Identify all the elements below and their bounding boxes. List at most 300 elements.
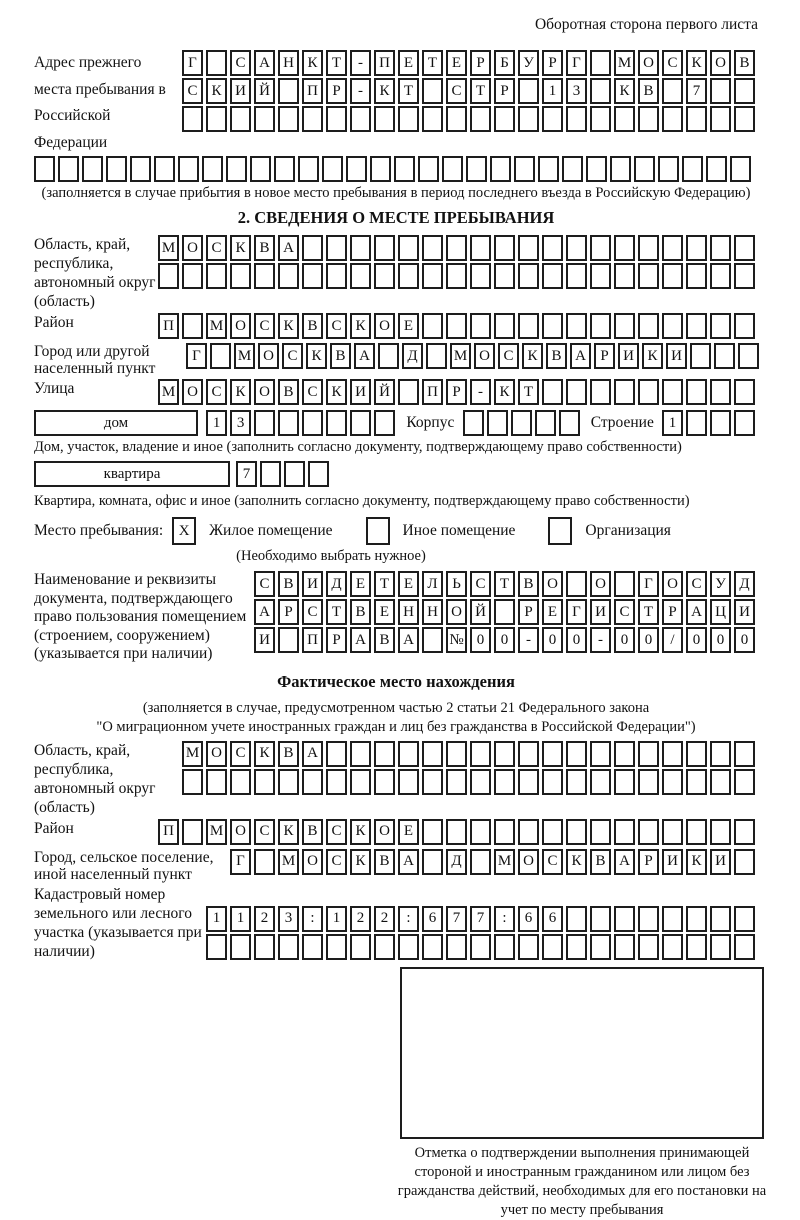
char-box (542, 263, 563, 289)
fact-gorod-label: Город, сельское поселение, иной населенный пункт (34, 848, 214, 883)
char-box (518, 106, 539, 132)
char-box (738, 343, 759, 369)
char-box (542, 934, 563, 960)
checkbox-zhiloe: X (172, 517, 196, 545)
char-box (518, 235, 539, 261)
char-box: М (158, 379, 179, 405)
char-box (734, 78, 755, 104)
char-box (446, 313, 467, 339)
apartment-note: Квартира, комната, офис и иное (заполнить согласно документу, подтверждающему право собственности) (34, 493, 690, 509)
char-box: Т (326, 599, 347, 625)
char-box: О (182, 235, 203, 261)
char-box: В (518, 571, 539, 597)
char-box (658, 156, 679, 182)
char-box (394, 156, 415, 182)
char-box: Н (422, 599, 443, 625)
char-box: 1 (206, 410, 227, 436)
char-box (250, 156, 271, 182)
char-box: Т (398, 78, 419, 104)
char-box: С (326, 313, 347, 339)
field-document-label: Наименование и реквизиты документа, подтверждающего право пользования помещением (строением, сооружением) (указывается при наличии) (34, 571, 247, 662)
stamp-note: Отметка о подтверждении выполнения принимающей стороной и иностранным гражданином или лицом без гражданства действий, необходимых для его постановки на учет по месту пребывания (397, 1144, 767, 1218)
char-box (470, 263, 491, 289)
char-box: И (710, 849, 731, 875)
char-box: 7 (236, 461, 257, 487)
char-box: 1 (326, 906, 347, 932)
char-box: И (254, 627, 275, 653)
char-box (614, 906, 635, 932)
char-box (614, 235, 635, 261)
char-box (566, 235, 587, 261)
char-box (130, 156, 151, 182)
char-box (614, 741, 635, 767)
char-box (34, 156, 55, 182)
char-box (374, 769, 395, 795)
document-row-2 (254, 599, 758, 625)
char-box: 1 (662, 410, 683, 436)
char-box: С (302, 599, 323, 625)
char-box: К (206, 78, 227, 104)
char-box (230, 934, 251, 960)
house-row (34, 410, 758, 438)
char-box (614, 263, 635, 289)
apartment-cells (236, 461, 332, 487)
fact-oblast-label: Область, край, республика, автономный округ (область) (34, 741, 156, 816)
char-box (710, 741, 731, 767)
char-box: / (662, 627, 683, 653)
char-box (686, 235, 707, 261)
char-box (470, 819, 491, 845)
char-box (374, 410, 395, 436)
char-box (638, 379, 659, 405)
char-box (302, 410, 323, 436)
oblast-row-1 (158, 235, 758, 261)
char-box: Г (230, 849, 251, 875)
char-box: С (686, 571, 707, 597)
char-box (614, 934, 635, 960)
char-box (638, 741, 659, 767)
option-inoe-label: Иное помещение (402, 522, 516, 539)
char-box (682, 156, 703, 182)
char-box (494, 769, 515, 795)
char-box (398, 235, 419, 261)
char-box: В (254, 235, 275, 261)
char-box: С (182, 78, 203, 104)
char-box: Р (326, 78, 347, 104)
char-box: Р (662, 599, 683, 625)
char-box: С (470, 571, 491, 597)
char-box (178, 156, 199, 182)
fact-note-1: (заполняется в случае, предусмотренном частью 2 статьи 21 Федерального закона (142, 699, 650, 716)
char-box (398, 379, 419, 405)
char-box: И (618, 343, 639, 369)
char-box (350, 410, 371, 436)
char-box (446, 769, 467, 795)
char-box: С (326, 849, 347, 875)
char-box: Н (278, 50, 299, 76)
char-box (710, 819, 731, 845)
char-box (422, 627, 443, 653)
char-box: В (278, 571, 299, 597)
char-box (442, 156, 463, 182)
char-box: У (518, 50, 539, 76)
char-box (734, 849, 755, 875)
char-box: О (302, 849, 323, 875)
char-box: Е (398, 313, 419, 339)
char-box: К (642, 343, 663, 369)
char-box (206, 263, 227, 289)
char-box (542, 379, 563, 405)
stamp-box (400, 967, 764, 1139)
char-box: П (302, 627, 323, 653)
char-box (710, 769, 731, 795)
char-box (326, 106, 347, 132)
char-box (730, 156, 751, 182)
char-box: К (302, 50, 323, 76)
char-box: И (350, 379, 371, 405)
char-box: С (206, 379, 227, 405)
char-box: О (518, 849, 539, 875)
char-box: 1 (230, 906, 251, 932)
char-box: В (278, 379, 299, 405)
field-oblast-label: Область, край, республика, автономный округ (область) (34, 236, 156, 310)
char-box (535, 410, 556, 436)
char-box: М (182, 741, 203, 767)
char-box: И (662, 849, 683, 875)
char-box (350, 263, 371, 289)
char-box: 3 (278, 906, 299, 932)
char-box (422, 313, 443, 339)
char-box (710, 379, 731, 405)
char-box (260, 461, 281, 487)
char-box (350, 769, 371, 795)
char-box (374, 235, 395, 261)
char-box (494, 599, 515, 625)
apartment-row (34, 461, 758, 489)
char-box: С (302, 379, 323, 405)
char-box: С (206, 235, 227, 261)
char-box (566, 313, 587, 339)
char-box: 1 (542, 78, 563, 104)
field-ulitsa (34, 379, 758, 407)
char-box: Й (374, 379, 395, 405)
char-box: Е (350, 571, 371, 597)
fact-gorod-row (230, 849, 758, 875)
char-box (350, 934, 371, 960)
char-box (494, 313, 515, 339)
char-box (278, 934, 299, 960)
char-box: О (542, 571, 563, 597)
char-box (422, 263, 443, 289)
char-box: О (230, 819, 251, 845)
char-box (278, 106, 299, 132)
char-box (518, 769, 539, 795)
char-box (202, 156, 223, 182)
char-box (734, 379, 755, 405)
char-box: С (614, 599, 635, 625)
char-box: 6 (518, 906, 539, 932)
char-box (422, 769, 443, 795)
char-box: А (254, 50, 275, 76)
char-box (590, 741, 611, 767)
char-box (487, 410, 508, 436)
char-box: А (302, 741, 323, 767)
char-box: 3 (566, 78, 587, 104)
fact-field-gorod (34, 849, 758, 883)
char-box: М (206, 819, 227, 845)
char-box: М (234, 343, 255, 369)
char-box (518, 78, 539, 104)
field-oblast (34, 235, 758, 311)
char-box (302, 235, 323, 261)
char-box: А (350, 627, 371, 653)
char-box (182, 313, 203, 339)
char-box (511, 410, 532, 436)
char-box: Ц (710, 599, 731, 625)
char-box (714, 343, 735, 369)
char-box: А (686, 599, 707, 625)
char-box (470, 934, 491, 960)
char-box (542, 741, 563, 767)
char-box: № (446, 627, 467, 653)
char-box: Г (638, 571, 659, 597)
char-box (662, 741, 683, 767)
char-box: 1 (206, 906, 227, 932)
char-box: Т (518, 379, 539, 405)
char-box: К (374, 78, 395, 104)
char-box (566, 379, 587, 405)
char-box: И (666, 343, 687, 369)
char-box: К (686, 50, 707, 76)
char-box (514, 156, 535, 182)
char-box (230, 106, 251, 132)
char-box: О (638, 50, 659, 76)
char-box (566, 819, 587, 845)
char-box (638, 906, 659, 932)
char-box: Р (326, 627, 347, 653)
char-box: Н (398, 599, 419, 625)
char-box: В (302, 313, 323, 339)
char-box: С (662, 50, 683, 76)
stay-type-label: Место пребывания: (34, 522, 164, 539)
char-box (566, 571, 587, 597)
field-gorod-label: Город или другой населенный пункт (34, 343, 156, 377)
char-box: К (254, 741, 275, 767)
char-box (490, 156, 511, 182)
char-box: С (254, 819, 275, 845)
char-box (518, 934, 539, 960)
char-box (302, 934, 323, 960)
char-box (538, 156, 559, 182)
char-box (326, 741, 347, 767)
prev-address-section (34, 50, 758, 203)
section2-title: 2. СВЕДЕНИЯ О МЕСТЕ ПРЕБЫВАНИЯ (237, 208, 555, 227)
char-box: Е (542, 599, 563, 625)
char-box (308, 461, 329, 487)
char-box (542, 819, 563, 845)
char-box (446, 106, 467, 132)
char-box: С (498, 343, 519, 369)
char-box: С (254, 571, 275, 597)
char-box (734, 769, 755, 795)
char-box (686, 769, 707, 795)
char-box (542, 106, 563, 132)
char-box (182, 106, 203, 132)
char-box: Г (186, 343, 207, 369)
char-box (494, 235, 515, 261)
char-box: В (734, 50, 755, 76)
char-box (254, 263, 275, 289)
char-box: Т (470, 78, 491, 104)
char-box (614, 313, 635, 339)
field-gorod (34, 343, 758, 377)
char-box: О (474, 343, 495, 369)
char-box: О (254, 379, 275, 405)
char-box: К (306, 343, 327, 369)
char-box: С (446, 78, 467, 104)
char-box (446, 741, 467, 767)
char-box: Г (566, 599, 587, 625)
char-box (638, 313, 659, 339)
char-box (710, 263, 731, 289)
char-box (734, 819, 755, 845)
char-box (254, 410, 275, 436)
char-box: И (230, 78, 251, 104)
char-box: 0 (638, 627, 659, 653)
char-box (662, 906, 683, 932)
char-box: 0 (614, 627, 635, 653)
option-zhiloe-label: Жилое помещение (209, 522, 333, 539)
char-box (638, 769, 659, 795)
char-box: Е (446, 50, 467, 76)
char-box (638, 819, 659, 845)
char-box: Р (518, 599, 539, 625)
char-box (422, 849, 443, 875)
fact-field-kadastr (34, 885, 758, 962)
char-box (326, 263, 347, 289)
char-box: - (350, 50, 371, 76)
char-box: В (278, 741, 299, 767)
char-box (734, 235, 755, 261)
char-box (566, 934, 587, 960)
char-box: М (278, 849, 299, 875)
char-box (542, 313, 563, 339)
char-box (182, 819, 203, 845)
char-box (614, 379, 635, 405)
char-box (446, 263, 467, 289)
char-box (566, 263, 587, 289)
char-box (734, 741, 755, 767)
char-box (566, 906, 587, 932)
fact-raion-row (158, 819, 758, 845)
prev-address-overflow-row (34, 156, 758, 182)
char-box (734, 934, 755, 960)
char-box: Д (734, 571, 755, 597)
char-box: Г (566, 50, 587, 76)
char-box: С (282, 343, 303, 369)
char-box: Р (494, 78, 515, 104)
char-box (662, 379, 683, 405)
char-box (662, 819, 683, 845)
char-box: К (350, 819, 371, 845)
kadastr-row-1 (206, 906, 758, 932)
char-box (206, 934, 227, 960)
char-box (446, 235, 467, 261)
char-box (254, 106, 275, 132)
prev-address-row-2 (182, 78, 758, 104)
fact-field-oblast (34, 741, 758, 817)
char-box: О (374, 819, 395, 845)
char-box: О (446, 599, 467, 625)
char-box: Д (326, 571, 347, 597)
kadastr-label: Кадастровый номер земельного или лесного участка (указывается при наличии) (34, 885, 202, 960)
char-box (734, 106, 755, 132)
house-box-label: дом (34, 410, 198, 436)
char-box (422, 741, 443, 767)
char-box: В (374, 627, 395, 653)
char-box: Е (398, 571, 419, 597)
char-box: Т (422, 50, 443, 76)
char-box (326, 235, 347, 261)
char-box (210, 343, 231, 369)
char-box (686, 934, 707, 960)
char-box: С (230, 741, 251, 767)
char-box: 7 (686, 78, 707, 104)
char-box: К (230, 379, 251, 405)
char-box (426, 343, 447, 369)
char-box: Ь (446, 571, 467, 597)
char-box (706, 156, 727, 182)
prev-address-note: (заполняется в случае прибытия в новое место пребывания в период последнего въезда в Российскую Федерацию) (41, 185, 751, 201)
char-box: У (710, 571, 731, 597)
char-box (590, 906, 611, 932)
char-box: В (546, 343, 567, 369)
char-box (710, 313, 731, 339)
raion-row (158, 313, 758, 339)
char-box: П (302, 78, 323, 104)
char-box: К (614, 78, 635, 104)
char-box (566, 741, 587, 767)
char-box (302, 263, 323, 289)
char-box (374, 263, 395, 289)
char-box (398, 263, 419, 289)
char-box: О (662, 571, 683, 597)
char-box (494, 934, 515, 960)
stay-type-note: (Необходимо выбрать нужное) (236, 548, 426, 564)
char-box (378, 343, 399, 369)
char-box: С (254, 313, 275, 339)
char-box: Р (446, 379, 467, 405)
char-box (422, 106, 443, 132)
char-box (494, 106, 515, 132)
char-box: О (258, 343, 279, 369)
char-box (518, 313, 539, 339)
char-box: 0 (734, 627, 755, 653)
char-box (326, 934, 347, 960)
field-raion (34, 313, 758, 341)
char-box: А (398, 849, 419, 875)
char-box: К (494, 379, 515, 405)
char-box: Р (638, 849, 659, 875)
char-box (590, 819, 611, 845)
char-box (278, 627, 299, 653)
field-document (34, 571, 758, 664)
char-box (638, 106, 659, 132)
char-box (422, 934, 443, 960)
char-box: О (182, 379, 203, 405)
document-row-3 (254, 627, 758, 653)
char-box: П (422, 379, 443, 405)
